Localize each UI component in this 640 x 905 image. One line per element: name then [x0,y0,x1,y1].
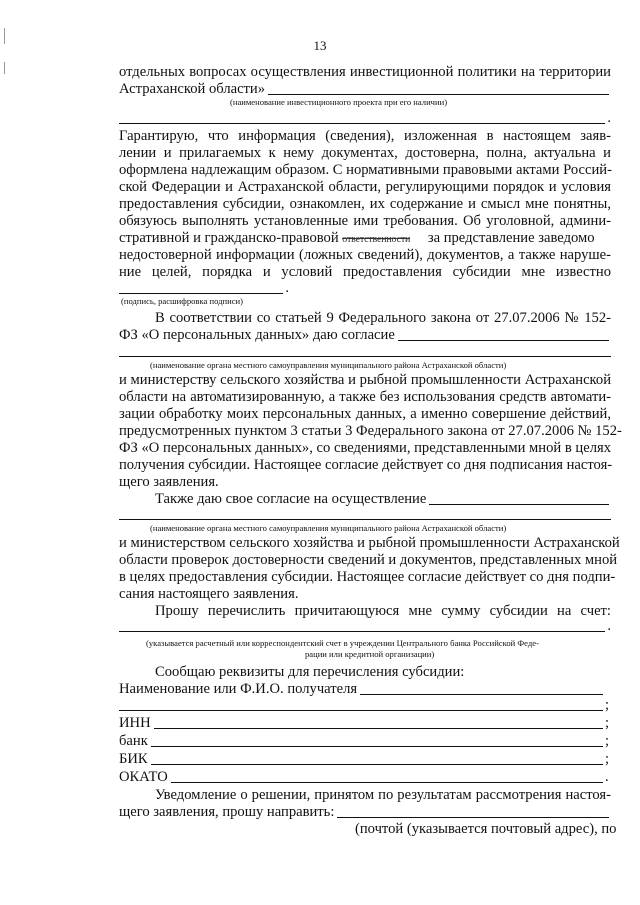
text-line: ФЗ «О персональных данных» даю согласие [119,327,395,343]
recipient-field[interactable] [360,693,603,695]
text-line: получения субсидии. Настоящее согласие действует со дня подписания настоя- [119,457,613,473]
caption: (наименование органа местного самоуправления муниципального района Астраханской области) [150,523,507,533]
text-line: области на автоматизированную, а также без использования средств автомати- [119,389,611,405]
recipient-field-2[interactable] [119,709,603,711]
period: . [285,280,289,296]
okato-field[interactable] [171,781,603,783]
account-row [119,618,611,635]
text-line: Сообщаю реквизиты для перечисления субсидии: [155,664,465,680]
text-line: Также даю свое согласие на осуществление [155,491,427,507]
text-line: и министерству сельского хозяйства и рыбной промышленности Астраханской [119,372,611,388]
signature-field[interactable] [119,292,283,294]
semicolon: ; [605,715,610,731]
verification-row [119,491,611,508]
text-line: (почтой (указывается почтовый адрес), по [355,821,617,837]
project-name-row [119,81,611,98]
consent-row [119,327,611,344]
bik-label: БИК [119,751,148,767]
project-name-field-2[interactable] [119,122,605,124]
bank-field[interactable] [151,745,603,747]
text-line: области проверок достоверности сведений и документов, представленных мной [119,552,618,568]
period: . [607,110,611,126]
bank-label: банк [119,733,148,749]
consent-authority-field-2[interactable] [119,356,611,357]
verification-authority-field-2[interactable] [119,519,611,520]
period: . [607,618,611,634]
text-line: Гарантирую, что информация (сведения), изложенная в настоящем заяв- [119,128,611,144]
text-line: предоставления субсидии, ознакомлен, их содержание и смысл мне понятны, [119,196,611,212]
text-line: и министерством сельского хозяйства и рыбной промышленности Астраханской [119,535,620,551]
text-line: Уведомление о решении, принятом по результатам рассмотрения настоя- [155,787,611,803]
text-line: ние целей, порядка и условий предоставления субсидии мне известно [119,264,611,280]
text-line: щего заявления. [119,474,219,490]
project-name-field[interactable] [268,93,609,95]
recipient-row-2 [119,697,611,714]
semicolon: ; [605,751,610,767]
caption: (наименование инвестиционного проекта при его наличии) [230,97,448,107]
inn-label: ИНН [119,715,151,731]
semicolon: ; [605,697,610,713]
recipient-label: Наименование или Ф.И.О. получателя [119,681,358,697]
bik-row [119,751,611,768]
text-line: ФЗ «О персональных данных», со сведениями, представленными мной в целях [119,440,611,456]
text-line: недостоверной информации (ложных сведений), документов, а также наруше- [119,247,611,263]
page-number: 13 [313,38,327,53]
text-line: лении и прилагаемых к нему документах, достоверна, полна, актуальна и [119,145,611,161]
struck-word: ответственности [342,231,410,248]
bik-field[interactable] [151,763,603,765]
caption: (подпись, расшифровка подписи) [121,296,243,306]
notification-method-field[interactable] [337,816,609,818]
caption: рации или кредитной организации) [305,649,435,659]
text-line: Прошу перечислить причитающуюся мне сумму субсидии на счет: [155,603,611,619]
text-line: оформлена надлежащим образом. С нормативными правовыми актами Россий- [119,162,612,178]
caption: (наименование органа местного самоуправления муниципального района Астраханской области) [150,360,507,370]
account-field[interactable] [119,630,605,632]
text-line-liability: стративной и гражданско-правовой ответственности за представление заведомо [119,230,595,246]
bank-row [119,733,611,750]
text-line: зации обработку моих персональных данных, а именно совершение действий, [119,406,611,422]
okato-label: ОКАТО [119,769,168,785]
notification-row [119,804,611,821]
text-line: в целях предоставления субсидии. Настоящее согласие действует со дня подпи- [119,569,616,585]
text-line: В соответствии со статьей 9 Федерального закона от 27.07.2006 № 152- [155,310,611,326]
text-line: Астраханской области» [119,81,266,97]
text-line: предусмотренных пунктом 3 статьи 3 Федерального закона от 27.07.2006 № 152- [119,423,622,439]
consent-authority-field[interactable] [398,339,609,341]
caption: (указывается расчетный или корреспондентский счет в учреждении Центрального банка Российской Феде- [146,638,539,648]
scan-edge-mark [4,62,5,74]
recipient-row [119,681,611,698]
okato-row [119,769,611,786]
text-line: щего заявления, прошу направить: [119,804,335,820]
inn-row [119,715,611,732]
verification-authority-field[interactable] [429,503,609,505]
project-name-row-2 [119,110,611,127]
inn-field[interactable] [154,727,603,729]
semicolon: ; [605,733,610,749]
text-line: отдельных вопросах осуществления инвестиционной политики на территории [119,64,611,80]
text-line: ской Федерации и Астраханской области, регулирующими порядок и условия [119,179,611,195]
text-line: обязуюсь выполнять установленные ими требования. Об уголовной, админи- [119,213,611,229]
text-line: сания настоящего заявления. [119,586,299,602]
period: . [605,769,609,785]
signature-row [119,280,289,297]
